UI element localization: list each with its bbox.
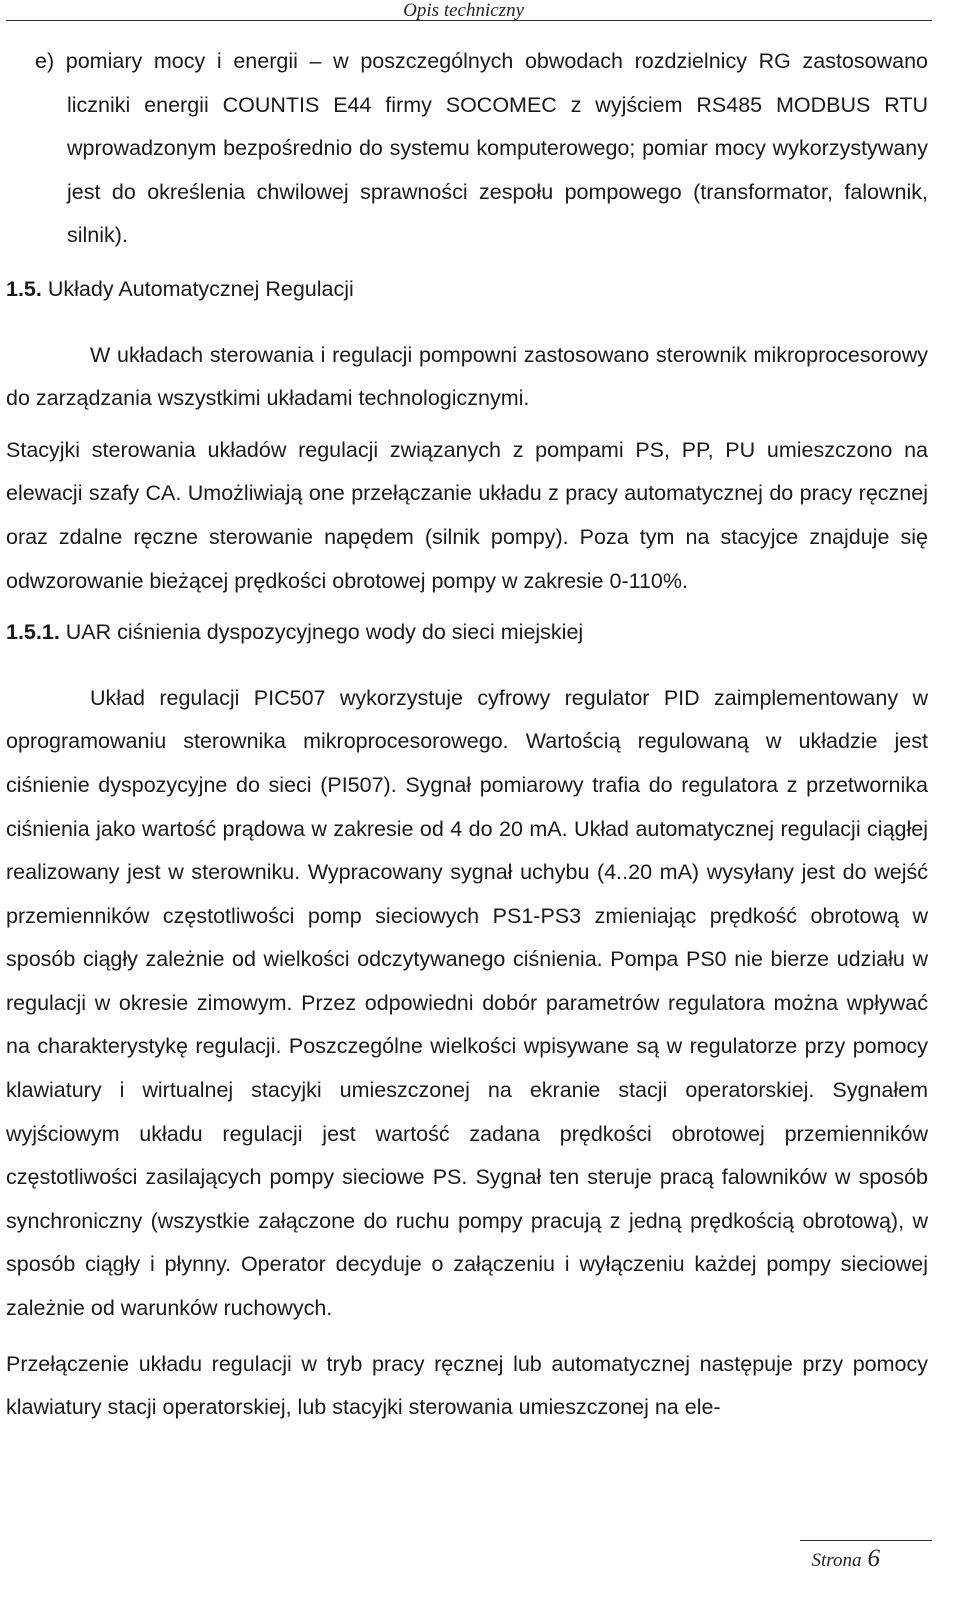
page-content bbox=[6, 36, 928, 1430]
section-heading-1-5-1 bbox=[6, 611, 928, 655]
page-footer bbox=[0, 1540, 960, 1600]
section-heading-1-5 bbox=[6, 268, 928, 312]
page-number-value: 6 bbox=[867, 1545, 880, 1572]
footer-rule bbox=[800, 1540, 932, 1541]
section-number: 1.5.1. bbox=[6, 620, 60, 645]
section-title: Układy Automatycznej Regulacji bbox=[41, 276, 354, 301]
page-number bbox=[812, 1545, 880, 1573]
paragraph-3: Układ regulacji PIC507 wykorzystuje cyfrowy regulator PID zaimplementowany w oprogramowaniu sterownika mikroprocesorowego. Wartością regulowaną w układzie jest ciśnienie dyspozycyjne do sieci (PI507). Sygnał pomiarowy trafia do regulatora z przetwornika ciśnienia jako wartość prądowa w zakresie od 4 do 20 mA. Układ automatycznej regulacji ciągłej realizowany jest w sterowniku. Wypracowany sygnał uchybu (4..20 mA) wysyłany jest do wejść przemienników częstotliwości pomp sieciowych PS1-PS3 zmieniając prędkość obrotową w sposób ciągły zależnie od wielkości odczytywanego ciśnienia. Pompa PS0 nie bierze udziału w regulacji w okresie zimowym. Przez odpowiedni dobór parametrów regulatora można wpływać na charakterystykę regulacji. Poszczególne wielkości wpisywane są w regulatorze przy pomocy klawiatury i wirtualnej stacyjki umieszczonej na ekranie stacji operatorskiej. Sygnałem wyjściowym układu regulacji jest wartość zadana prędkości obrotowej przemienników częstotliwości zasilających pompy sieciowe PS. Sygnał ten steruje pracą falowników w sposób synchroniczny (wszystkie załączone do ruchu pompy pracują z jedną prędkością obrotową), w sposób ciągły i płynny. Operator decyduje o załączeniu i wyłączeniu każdej pompy sieciowej zależnie od warunków ruchowych. bbox=[6, 685, 928, 1321]
list-item-e: e) pomiary mocy i energii – w poszczególnych obwodach rozdzielnicy RG zastosowano liczniki energii COUNTIS E44 firmy SOCOMEC z wyjściem RS485 MODBUS RTU wprowadzonym bezpośrednio do systemu komputerowego; pomiar mocy wykorzystywany jest do określenia chwilowej sprawności zespołu pompowego (transformator, falownik, silnik). bbox=[35, 49, 928, 248]
header-title: Opis techniczny bbox=[403, 0, 524, 21]
page-label: Strona bbox=[811, 1550, 862, 1571]
section-number: 1.5. bbox=[6, 276, 42, 301]
paragraph-1: W układach sterowania i regulacji pompowni zastosowano sterownik mikroprocesorowy do zarządzania wszystkimi układami technologicznymi. bbox=[6, 342, 928, 411]
section-title: UAR ciśnienia dyspozycyjnego wody do sieci miejskiej bbox=[59, 620, 584, 645]
paragraph-2: Stacyjki sterowania układów regulacji związanych z pompami PS, PP, PU umieszczono na elewacji szafy CA. Umożliwiają one przełączanie układu z pracy automatycznej do pracy ręcznej oraz zdalne ręczne sterowanie napędem (silnik pompy). Poza tym na stacyjce znajduje się odwzorowanie bieżącej prędkości obrotowej pompy w zakresie 0-110%. bbox=[6, 437, 928, 593]
paragraph-4: Przełączenie układu regulacji w tryb pracy ręcznej lub automatycznej następuje przy pomocy klawiatury stacji operatorskiej, lub stacyjki sterowania umieszczonej na ele- bbox=[6, 1351, 928, 1420]
page-header bbox=[0, 0, 960, 22]
header-rule bbox=[6, 20, 932, 21]
